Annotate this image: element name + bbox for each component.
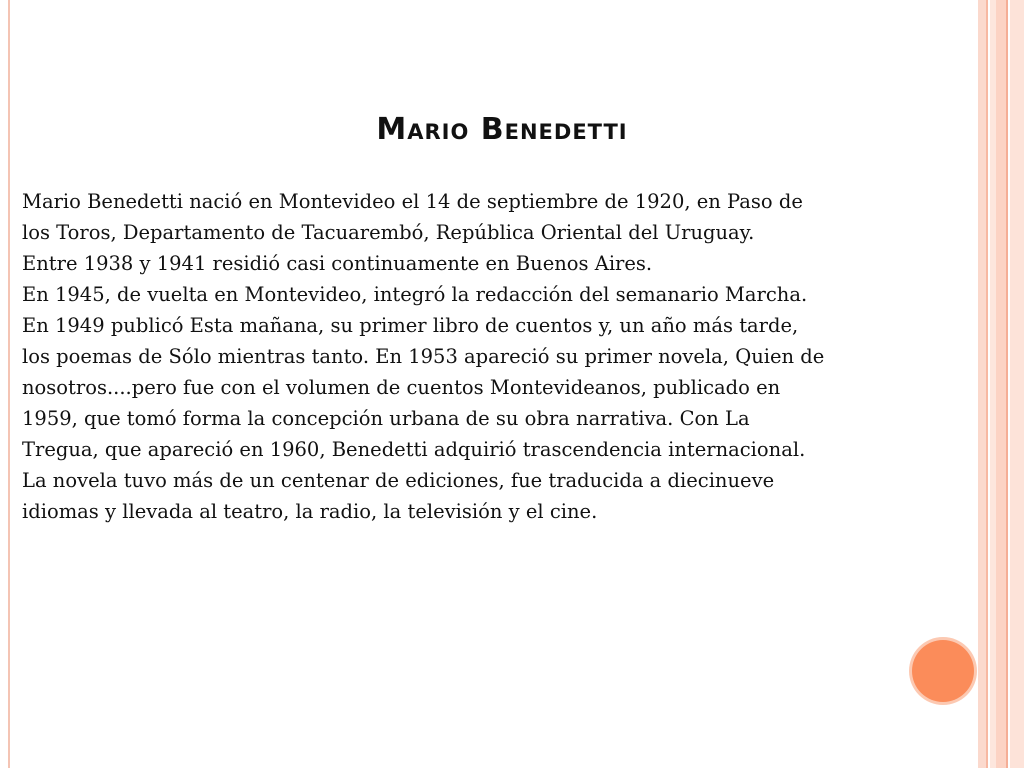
- slide-title: Mario Benedetti: [376, 112, 628, 147]
- slide-body: [22, 186, 984, 527]
- body-line: los poemas de Sólo mientras tanto. En 1953 apareció su primer novela, Quien de: [22, 345, 825, 368]
- decorative-circle: [912, 640, 974, 702]
- body-line: Entre 1938 y 1941 residió casi continuamente en Buenos Aires.: [22, 252, 653, 275]
- body-line: En 1945, de vuelta en Montevideo, integró la redacción del semanario Marcha.: [22, 283, 808, 306]
- body-line: En 1949 publicó Esta mañana, su primer libro de cuentos y, un año más tarde,: [22, 314, 799, 337]
- body-line: Mario Benedetti nació en Montevideo el 14 de septiembre de 1920, en Paso de: [22, 190, 803, 213]
- right-stripe: [1010, 0, 1024, 768]
- body-line: Tregua, que apareció en 1960, Benedetti adquirió trascendencia internacional.: [22, 438, 806, 461]
- body-line: nosotros....pero fue con el volumen de cuentos Montevideanos, publicado en: [22, 376, 781, 399]
- right-stripe: [1006, 0, 1008, 768]
- body-line: idiomas y llevada al teatro, la radio, la televisión y el cine.: [22, 500, 598, 523]
- body-line: los Toros, Departamento de Tacuarembó, República Oriental del Uruguay.: [22, 221, 755, 244]
- body-line: La novela tuvo más de un centenar de ediciones, fue traducida a diecinueve: [22, 469, 775, 492]
- body-line: 1959, que tomó forma la concepción urbana de su obra narrativa. Con La: [22, 407, 750, 430]
